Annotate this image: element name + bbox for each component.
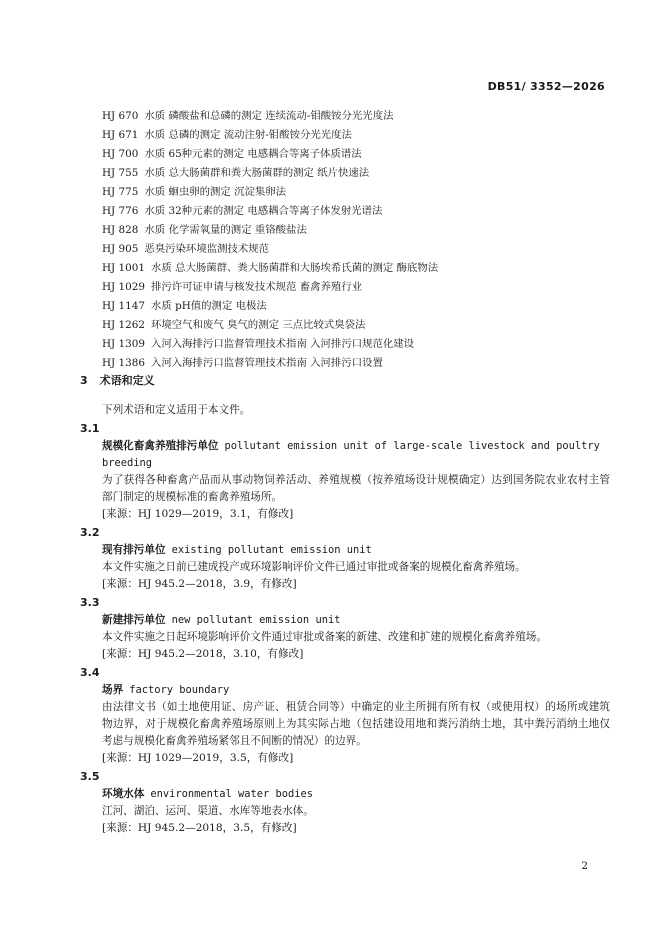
reference-title: 水质 pH值的测定 电极法 bbox=[150, 300, 267, 312]
reference-code: HJ 1309 bbox=[102, 338, 145, 350]
reference-item bbox=[102, 354, 622, 373]
reference-title: 入河入海排污口监督管理技术指南 入河排污口规范化建设 bbox=[150, 338, 415, 350]
term-heading bbox=[102, 786, 610, 803]
reference-code: HJ 1001 bbox=[102, 262, 145, 274]
term-heading bbox=[102, 438, 610, 472]
term-source: [来源：HJ 945.2—2018，3.10，有修改] bbox=[102, 648, 304, 660]
term-heading bbox=[102, 542, 610, 559]
reference-title: 水质 磷酸盐和总磷的测定 连续流动-钼酸铵分光光度法 bbox=[144, 110, 394, 122]
page-number: 2 bbox=[581, 860, 588, 872]
section-heading bbox=[80, 372, 155, 388]
reference-code: HJ 905 bbox=[102, 243, 139, 255]
term-english-name: existing pollutant emission unit bbox=[171, 544, 372, 556]
reference-code: HJ 776 bbox=[102, 205, 139, 217]
reference-item bbox=[102, 183, 622, 202]
reference-item bbox=[102, 145, 622, 164]
term-definition: 为了获得各种畜禽产品而从事动物饲养活动、养殖规模（按养殖场设计规模确定）达到国务院农业农村主管部门制定的规模标准的畜禽养殖场所。 bbox=[102, 474, 610, 503]
reference-title: 排污许可证申请与核发技术规范 畜禽养殖行业 bbox=[150, 281, 363, 293]
term-definition: 本文件实施之日起环境影响评价文件通过审批或备案的新建、改建和扩建的规模化畜禽养殖场。 bbox=[102, 631, 547, 643]
reference-item bbox=[102, 278, 622, 297]
reference-item bbox=[102, 259, 622, 278]
term-english-name: new pollutant emission unit bbox=[171, 614, 341, 626]
document-code-header: DB51/ 3352—2026 bbox=[487, 80, 605, 93]
reference-title: 水质 化学需氧量的测定 重铬酸盐法 bbox=[144, 224, 307, 236]
section-intro: 下列术语和定义适用于本文件。 bbox=[102, 404, 251, 416]
reference-item bbox=[102, 164, 622, 183]
term-chinese-name: 规模化畜禽养殖排污单位 bbox=[102, 440, 219, 452]
term-definition: 江河、湖泊、运河、渠道、水库等地表水体。 bbox=[102, 805, 314, 817]
reference-item bbox=[102, 240, 622, 259]
term-definition: 由法律文书（如土地使用证、房产证、租赁合同等）中确定的业主所拥有所有权（或使用权）的场所或建筑物边界，对于规模化畜禽养殖场原则上为其实际占地（包括建设用地和粪污消纳土地，其中粪污消纳土地仅考虑与规模化畜禽养殖场紧邻且不间断的情况）的边界。 bbox=[102, 701, 610, 747]
reference-item bbox=[102, 316, 622, 335]
reference-item bbox=[102, 202, 622, 221]
reference-title: 水质 总磷的测定 流动注射-钼酸铵分光光度法 bbox=[144, 129, 352, 141]
term-number: 3.2 bbox=[80, 526, 100, 539]
reference-title: 水质 蛔虫卵的测定 沉淀集卵法 bbox=[144, 186, 287, 198]
term-chinese-name: 场界 bbox=[102, 684, 124, 696]
term-source: [来源：HJ 945.2—2018，3.9，有修改] bbox=[102, 578, 297, 590]
term-english-name: factory boundary bbox=[129, 684, 230, 696]
reference-title: 水质 总大肠菌群和粪大肠菌群的测定 纸片快速法 bbox=[144, 167, 370, 179]
term-heading bbox=[102, 682, 610, 699]
reference-code: HJ 670 bbox=[102, 110, 139, 122]
reference-code: HJ 1147 bbox=[102, 300, 145, 312]
section-number: 3 bbox=[80, 374, 88, 387]
reference-code: HJ 755 bbox=[102, 167, 139, 179]
reference-code: HJ 828 bbox=[102, 224, 139, 236]
reference-code: HJ 1386 bbox=[102, 357, 145, 369]
term-chinese-name: 环境水体 bbox=[102, 788, 145, 800]
term-source: [来源：HJ 1029—2019，3.1，有修改] bbox=[102, 508, 294, 520]
reference-code: HJ 775 bbox=[102, 186, 139, 198]
reference-code: HJ 671 bbox=[102, 129, 139, 141]
term-entry bbox=[80, 419, 610, 523]
term-definition: 本文件实施之日前已建成投产或环境影响评价文件已通过审批或备案的规模化畜禽养殖场。 bbox=[102, 561, 526, 573]
reference-title: 水质 65种元素的测定 电感耦合等离子体质谱法 bbox=[144, 148, 362, 160]
term-number: 3.4 bbox=[80, 666, 100, 679]
term-heading bbox=[102, 612, 610, 629]
term-chinese-name: 新建排污单位 bbox=[102, 614, 166, 626]
section-title: 术语和定义 bbox=[99, 374, 155, 387]
term-entry bbox=[80, 767, 610, 837]
reference-title: 水质 32种元素的测定 电感耦合等离子体发射光谱法 bbox=[144, 205, 383, 217]
reference-title: 水质 总大肠菌群、粪大肠菌群和大肠埃希氏菌的测定 酶底物法 bbox=[150, 262, 439, 274]
normative-references-list bbox=[102, 107, 622, 373]
reference-item bbox=[102, 297, 622, 316]
reference-code: HJ 700 bbox=[102, 148, 139, 160]
terms-list bbox=[80, 419, 610, 837]
term-entry bbox=[80, 663, 610, 767]
reference-item bbox=[102, 126, 622, 145]
term-chinese-name: 现有排污单位 bbox=[102, 544, 166, 556]
reference-title: 恶臭污染环境监测技术规范 bbox=[144, 243, 270, 255]
reference-code: HJ 1029 bbox=[102, 281, 145, 293]
term-number: 3.5 bbox=[80, 770, 100, 783]
term-entry bbox=[80, 523, 610, 593]
reference-title: 环境空气和废气 臭气的测定 三点比较式臭袋法 bbox=[150, 319, 366, 331]
term-english-name: pollutant emission unit of large-scale livestock and poultry breeding bbox=[102, 440, 600, 469]
reference-item bbox=[102, 335, 622, 354]
term-source: [来源：HJ 1029—2019，3.5，有修改] bbox=[102, 752, 294, 764]
reference-code: HJ 1262 bbox=[102, 319, 145, 331]
reference-item bbox=[102, 221, 622, 240]
term-source: [来源：HJ 945.2—2018，3.5，有修改] bbox=[102, 822, 297, 834]
term-entry bbox=[80, 593, 610, 663]
reference-item bbox=[102, 107, 622, 126]
term-number: 3.1 bbox=[80, 422, 100, 435]
term-english-name: environmental water bodies bbox=[150, 788, 314, 800]
term-number: 3.3 bbox=[80, 596, 100, 609]
reference-title: 入河入海排污口监督管理技术指南 入河排污口设置 bbox=[150, 357, 383, 369]
